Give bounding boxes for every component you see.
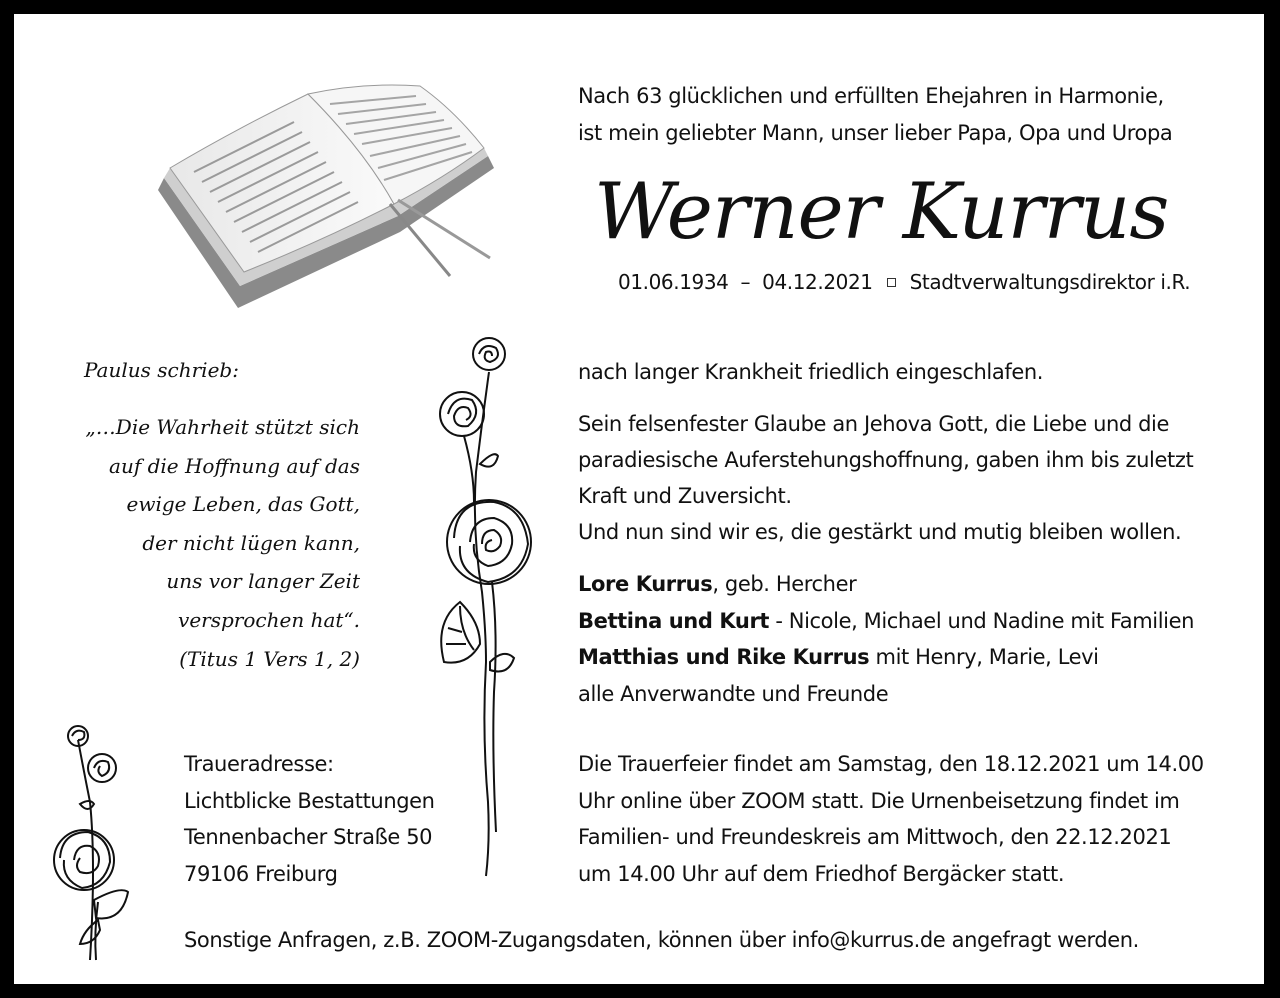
family-detail: , geb. Hercher [712,572,857,596]
family-name: Lore Kurrus [578,572,713,596]
family-line [578,566,1194,603]
address-line: Traueradresse: [184,752,334,776]
family-name: Matthias und Rike Kurrus [578,645,870,669]
family-line [578,639,1194,676]
quote-line: der nicht lügen kann, [142,530,360,555]
family-name: Bettina und Kurt [578,608,770,633]
quote-reference: (Titus 1 Vers 1, 2) [179,647,360,671]
intro-line-2: ist mein geliebter Mann, unser lieber Papa, Opa und Uropa [578,121,1173,145]
quote-line: uns vor langer Zeit [166,569,360,593]
date-dash: – [740,270,751,294]
quote-line: versprochen hat“. [178,607,360,632]
funeral-line: Familien- und Freundeskreis am Mittwoch, den 22.12.2021 [578,825,1172,849]
funeral-line: Die Trauerfeier findet am Samstag, den 18.12.2021 um 14.00 [578,752,1204,776]
rose-stem-small-icon [44,722,134,962]
quote-intro: Paulus schrieb: [84,358,239,382]
rose-stem-icon [424,332,544,880]
family-detail: mit Henry, Marie, Levi [869,645,1099,669]
square-bullet-icon [887,278,896,287]
quote-line: „…Die Wahrheit stützt sich [85,415,360,439]
intro-line-1: Nach 63 glücklichen und erfüllten Ehejahren in Harmonie, [578,84,1164,108]
footer-contact: Sonstige Anfragen, z.B. ZOOM-Zugangsdaten, können über info@kurrus.de angefragt werden. [184,928,1139,952]
address-line: Lichtblicke Bestattungen [184,788,435,813]
faith-line-3: Kraft und Zuversicht. [578,484,792,508]
faith-line-4: Und nun sind wir es, die gestärkt und mutig bleiben wollen. [578,520,1182,544]
faith-line-2: paradiesische Auferstehungshoffnung, gaben ihm bis zuletzt [578,448,1194,472]
funeral-info [578,746,1204,892]
obituary-notice [14,14,1264,984]
faith-line-1: Sein felsenfester Glaube an Jehova Gott, die Liebe und die [578,412,1169,436]
bible-quote [44,408,360,679]
job-title: Stadtverwaltungsdirektor i.R. [909,270,1191,294]
paragraph-faith [578,406,1248,550]
family-line [578,676,1194,713]
mourning-address [184,746,435,892]
intro-text [578,78,1172,152]
paragraph-passed: nach langer Krankheit friedlich eingeschlafen. [578,360,1044,384]
address-line: Tennenbacher Straße 50 [184,825,433,849]
deceased-name: Werner Kurrus [594,167,1169,257]
open-bible-icon [154,80,499,312]
family-detail: - Nicole, Michael und Nadine mit Familien [769,608,1195,633]
death-date: 04.12.2021 [762,270,873,294]
funeral-line: Uhr online über ZOOM statt. Die Urnenbeisetzung findet im [578,788,1180,813]
birth-date: 01.06.1934 [618,270,729,294]
family-list [578,566,1194,712]
address-line: 79106 Freiburg [184,861,338,886]
quote-line: auf die Hoffnung auf das [109,453,360,478]
life-dates [618,270,1190,294]
family-line [578,603,1194,640]
quote-line: ewige Leben, das Gott, [126,492,360,516]
funeral-line: um 14.00 Uhr auf dem Friedhof Bergäcker statt. [578,861,1065,886]
family-detail: alle Anverwandte und Freunde [578,681,889,706]
